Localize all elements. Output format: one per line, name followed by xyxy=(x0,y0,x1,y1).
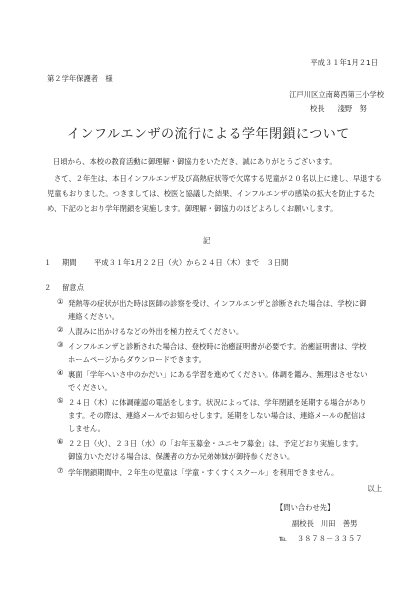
note-number: ⑦ xyxy=(57,466,64,475)
ki-heading: 記 xyxy=(203,236,211,245)
note-number: ⑥ xyxy=(57,437,64,446)
note-text: 発熱等の症状が出た時は医師の診察を受け、インフルエンザと診断された場合は、学校に御連絡ください。 xyxy=(68,299,367,321)
body-paragraph: さて、２年生は、本日インフルエンザ及び高熱症状等で欠席する児童が２０名以上に達し、早退する児童もおりました。つきましては、校医と協議した結果、インフルエンザの感染の拡大を防止するため、下記のとおり学年閉鎖を実施します。御理解・御協力のほどよろしくお願いします。 xyxy=(47,174,382,213)
section-number: １ xyxy=(44,258,52,267)
contact-name: 川田 善男 xyxy=(320,519,358,528)
principal-name: 淺野 努 xyxy=(337,104,367,113)
contact-title: 副校長 xyxy=(292,519,314,528)
note-text: ２４日（木）に体調確認の電話をします。状況によっては、学年閉鎖を延期する場合があります。その際は、連絡メールでお知らせします。延期をしない場合は、連絡メールの配信はしません。 xyxy=(68,398,367,433)
note-text: 学年閉鎖期間中、２年生の児童は「学童・すくすくスクール」を利用できません。 xyxy=(68,468,339,477)
principal-title: 校長 xyxy=(310,104,325,113)
note-text: 裏面「学年へいさ中のかだい」にある学習を進めてください。体調を鑑み、無理はさせないでください。 xyxy=(68,370,368,392)
section-text: 平成３１年1月２２日（火）から２４日（木）まで ３日間 xyxy=(94,258,289,267)
contact-header: 【問い合わせ先】 xyxy=(276,503,335,512)
phone-label: ℡ xyxy=(279,534,287,543)
note-text: インフルエンザと診断された場合は、登校時に治癒証明書が必要です。治癒証明書は、学校ホームページからダウンロードできます。 xyxy=(68,342,367,364)
greeting-paragraph: 日頃から、本校の教育活動に御理解・御協力をいただき、誠にありがとうございます。 xyxy=(53,157,337,166)
school-name: 江戸川区立南葛西第三小学校 xyxy=(289,90,384,99)
document-title: インフルエンザの流行による学年閉鎖について xyxy=(67,127,350,142)
note-text: 人混みに出かけるなどの外出を極力控えてください。 xyxy=(68,327,244,336)
section-label: 期間 xyxy=(62,258,77,267)
contact-phone xyxy=(279,534,363,544)
principal-line xyxy=(310,104,367,114)
phone-number: ３８７８－３３５７ xyxy=(296,534,363,543)
section-label: 留意点 xyxy=(62,283,84,292)
note-number: ⑤ xyxy=(57,396,64,405)
addressee: 第２学年保護者 様 xyxy=(47,74,113,83)
note-number: ④ xyxy=(57,368,64,377)
contact-person xyxy=(292,519,357,529)
document-date: 平成３１年1月２1日 xyxy=(310,58,378,67)
section-number: ２ xyxy=(44,283,52,292)
note-number: ① xyxy=(57,297,64,306)
note-number: ② xyxy=(57,325,64,334)
ijo-closing: 以上 xyxy=(367,484,382,493)
note-number: ③ xyxy=(57,340,64,349)
note-text: ２２日（火）、２３日（水）の「お年玉募金・ユニセフ募金」は、予定どおり実施します。御協力いただける場合は、保護者の方か兄弟姉妹が御持参ください。 xyxy=(68,439,363,461)
